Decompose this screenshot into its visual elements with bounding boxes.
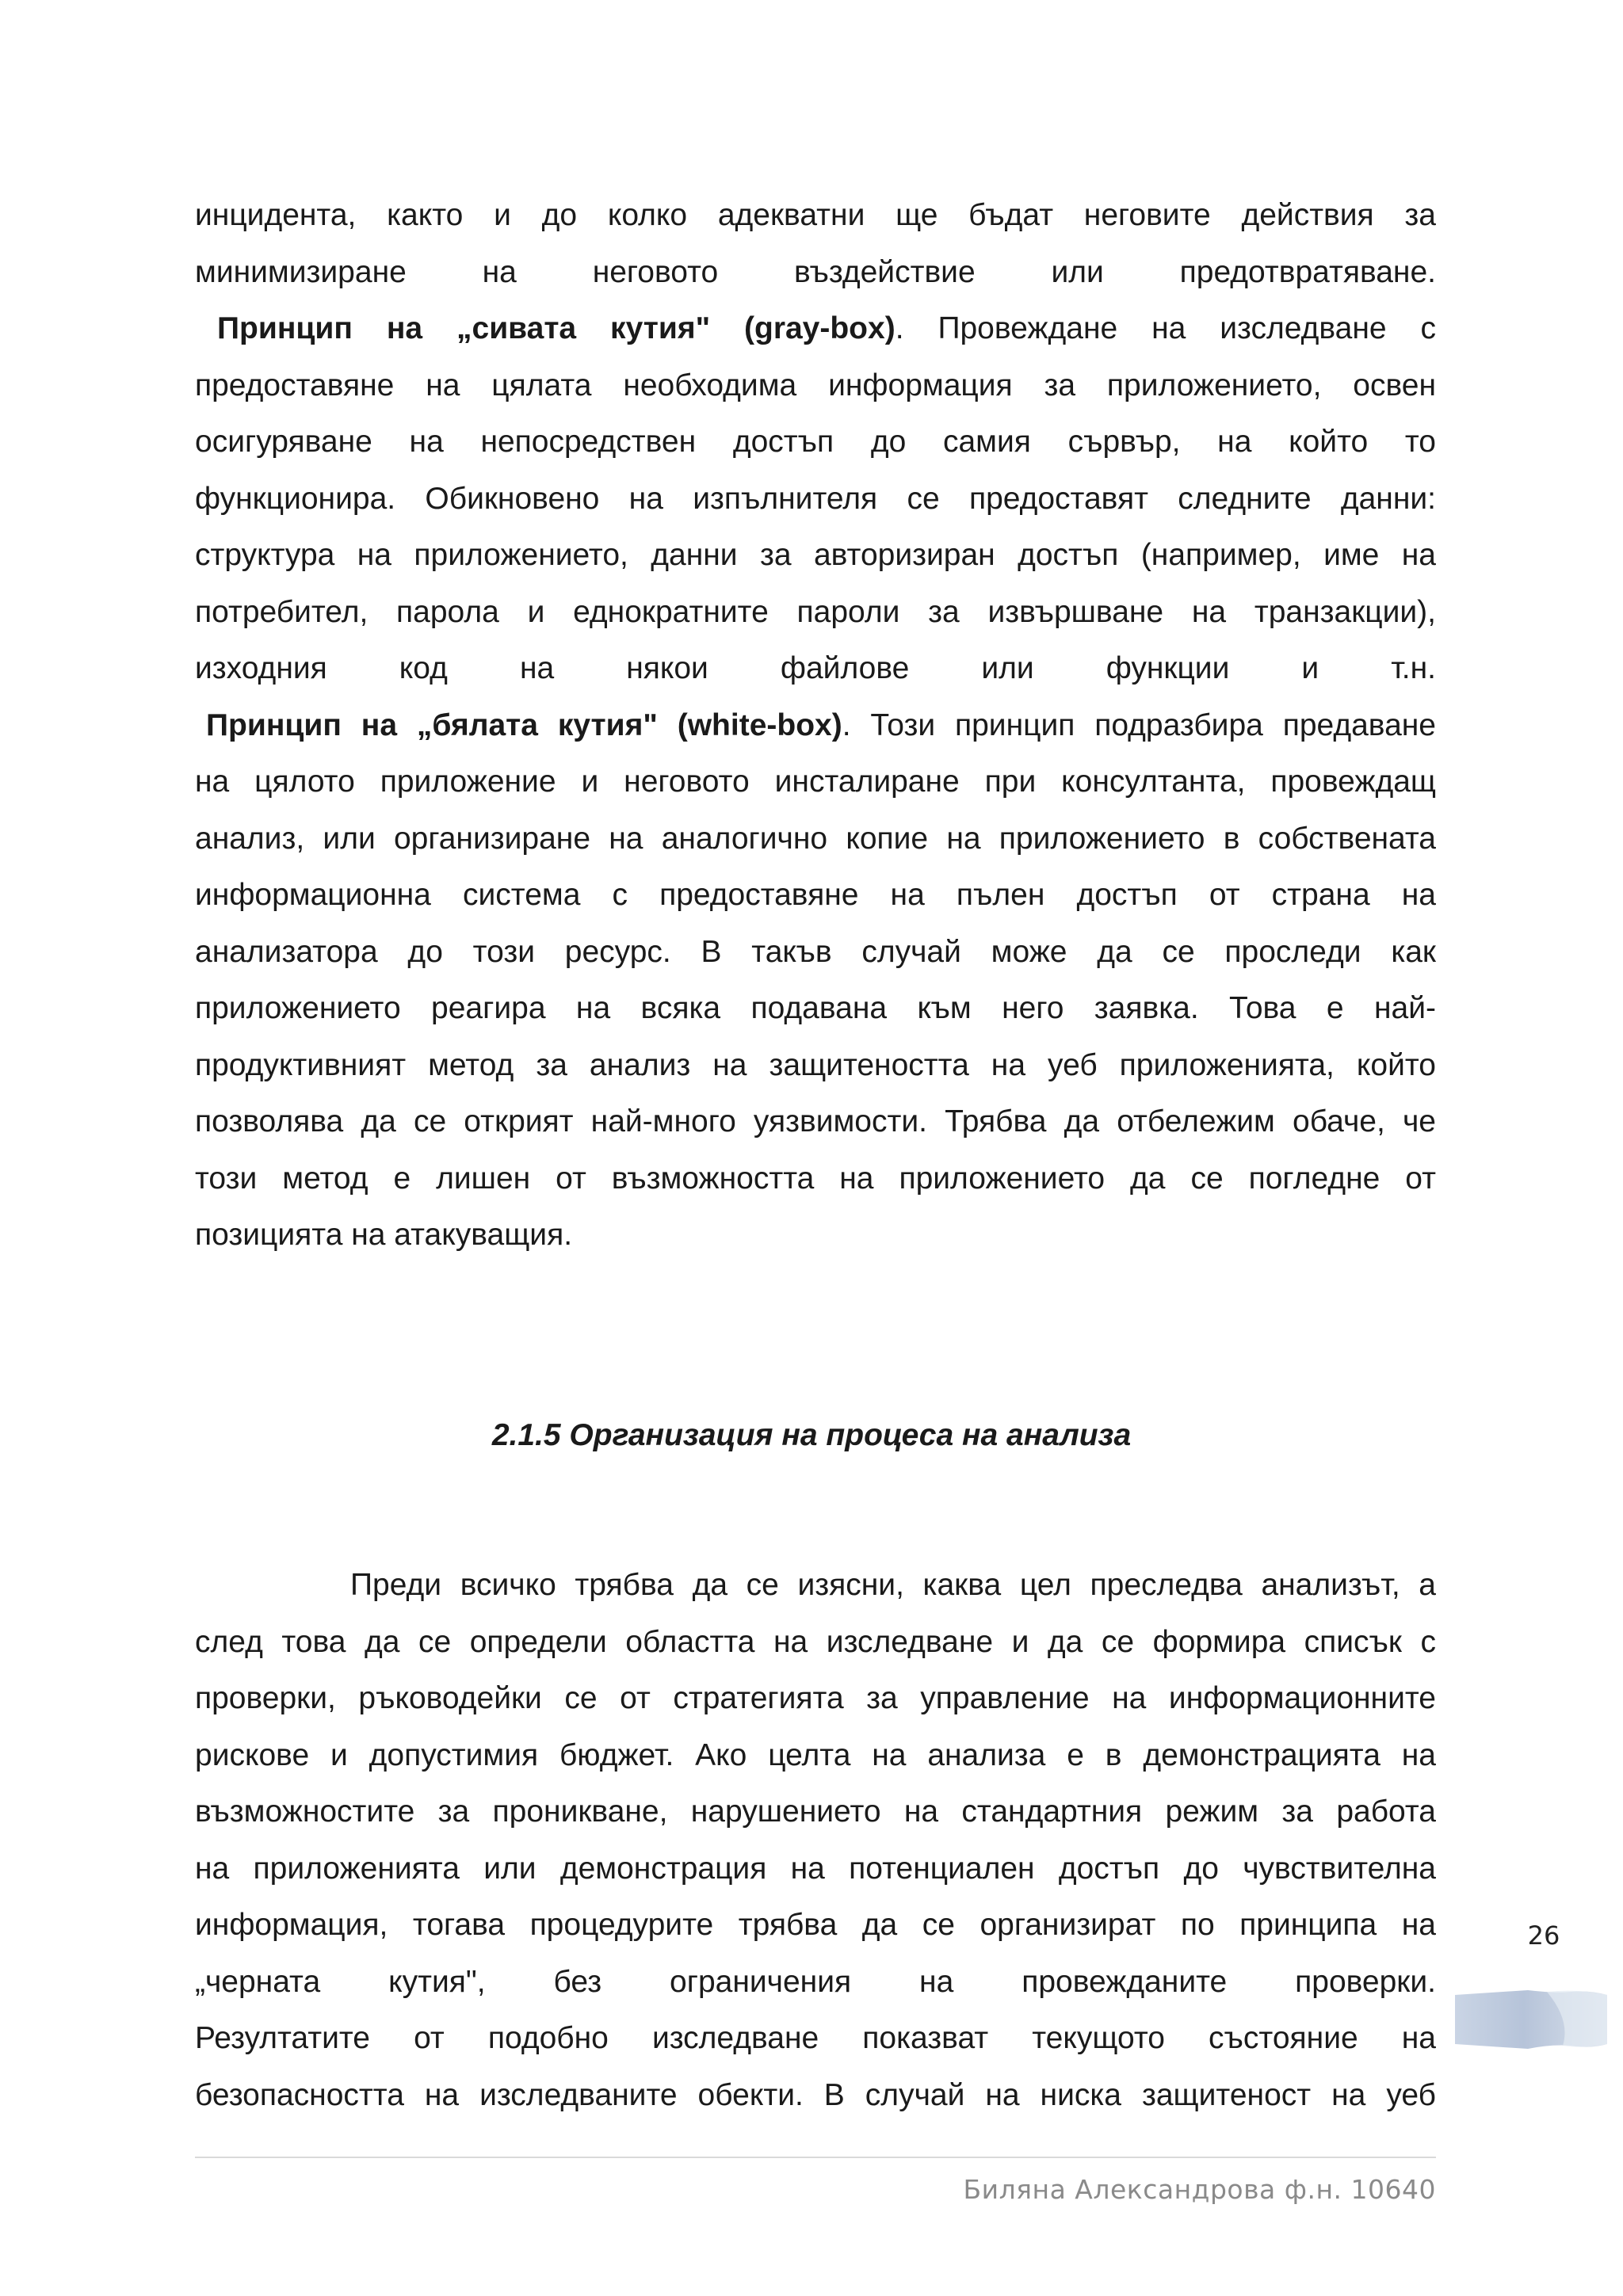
text-line: на приложенията или демонстрация на потенциален достъп до чувствителна: [195, 1851, 1436, 1886]
text-line: продуктивният метод за анализ на защитеността на уеб приложенията, който: [195, 1047, 1436, 1082]
footer-author: Биляна Александрова ф.н. 10640: [963, 2174, 1436, 2205]
text-line: потребител, парола и еднократните пароли за извършване на транзакции),: [195, 594, 1436, 629]
section-heading: 2.1.5 Организация на процеса на анализа: [491, 1418, 1132, 1452]
page-number: 26: [1527, 1920, 1560, 1951]
text-line: Резултатите от подобно изследване показват текущото състояние на: [195, 2021, 1436, 2055]
text-line: позволява да се открият най-много уязвимости. Трябва да отбележим обаче, че: [195, 1104, 1436, 1138]
text-line: безопасността на изследваните обекти. В случай на ниска защитеност на уеб: [195, 2077, 1436, 2112]
page-tab-decoration-icon: [1452, 1989, 1610, 2050]
text-line: рискове и допустимия бюджет. Ако целта на анализа е в демонстрацията на: [195, 1737, 1436, 1772]
gray-box-term: Принцип на „сивата кутия" (gray-box): [217, 311, 896, 345]
text-line: осигуряване на непосредствен достъп до самия сървър, на който то: [195, 425, 1436, 459]
gray-box-definition: . Провеждане на изследване с: [895, 311, 1436, 345]
footer-divider: [195, 2157, 1436, 2158]
white-box-term: Принцип на „бялата кутия" (white-box): [206, 707, 842, 742]
text-line-white-box: [195, 697, 1436, 754]
text-line-gray-box: [195, 300, 1436, 357]
text-line: анализатора до този ресурс. В такъв случай може да се проследи как: [195, 934, 1436, 969]
text-line: „черната кутия", без ограничения на провежданите проверки.: [195, 1964, 1436, 1999]
text-line: анализ, или организиране на аналогично копие на приложението в собствената: [195, 821, 1436, 856]
text-line: след това да се определи областта на изследване и да се формира списък с: [195, 1624, 1436, 1659]
white-box-definition: . Този принцип подразбира предаване: [842, 707, 1436, 742]
text-line: информация, тогава процедурите трябва да се организират по принципа на: [195, 1908, 1436, 1942]
text-line: функционира. Обикновено на изпълнителя се предоставят следните данни:: [195, 481, 1436, 516]
text-line: проверки, ръководейки се от стратегията за управление на информационните: [195, 1681, 1436, 1715]
text-line: възможностите за проникване, нарушението на стандартния режим за работа: [195, 1794, 1436, 1829]
text-line: на цялото приложение и неговото инсталиране при консултанта, провеждащ: [195, 765, 1436, 799]
text-line: Преди всичко трябва да се изясни, каква цел преследва анализът, а: [350, 1568, 1436, 1602]
text-line: приложението реагира на всяка подавана към него заявка. Това е най-: [195, 991, 1436, 1025]
text-line: позицията на атакуващия.: [195, 1218, 573, 1252]
text-line: информационна система с предоставяне на пълен достъп от страна на: [195, 878, 1436, 912]
text-line: структура на приложението, данни за авторизиран достъп (например, име на: [195, 538, 1436, 572]
paragraph-block-principles: [195, 187, 1436, 1264]
text-line: изходния код на някои файлове или функции и т.н.: [195, 651, 1436, 685]
text-line: инцидента, както и до колко адекватни ще бъдат неговите действия за: [195, 198, 1436, 232]
text-line: предоставяне на цялата необходима информация за приложението, освен: [195, 368, 1436, 402]
text-line: минимизиране на неговото въздействие или предотвратяване.: [195, 254, 1436, 289]
text-line: този метод е лишен от възможността на приложението да се погледне от: [195, 1161, 1436, 1196]
paragraph-block-analysis: [195, 1557, 1436, 2123]
